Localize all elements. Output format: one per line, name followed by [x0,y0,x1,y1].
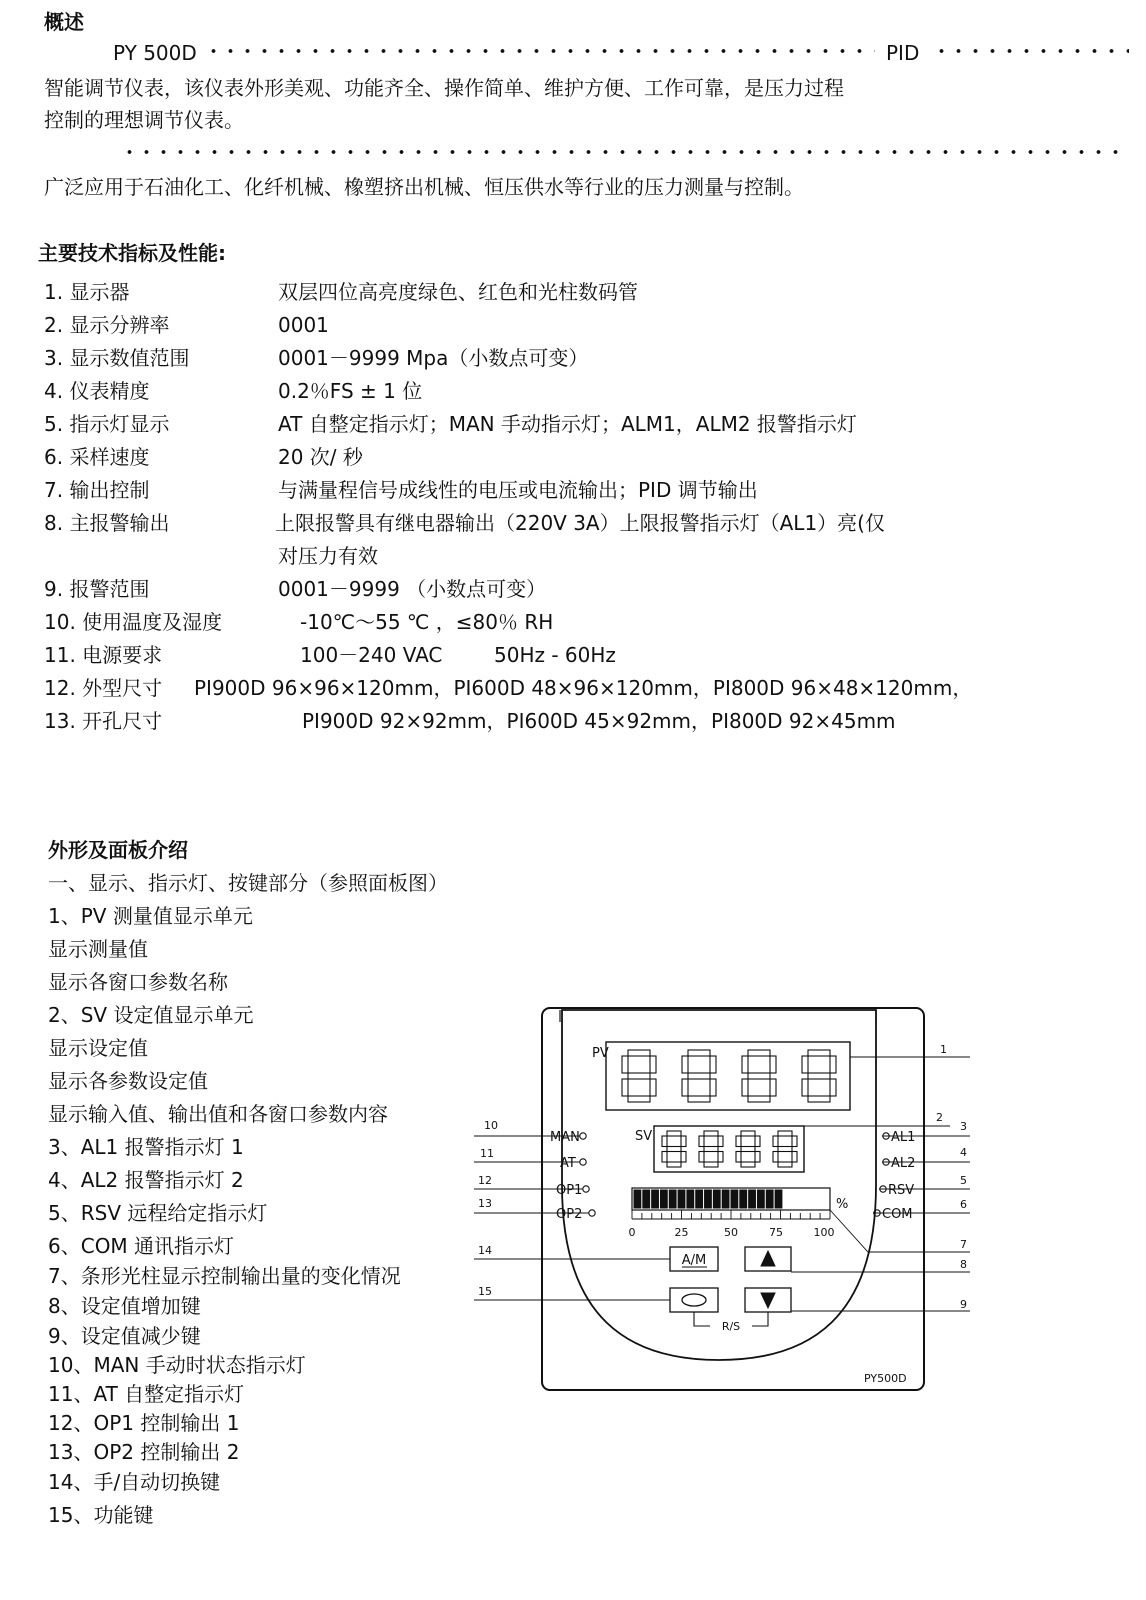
panel-intro-line: 显示输入值、输出值和各窗口参数内容 [48,1102,388,1126]
dotted-leader [121,150,1129,154]
panel-intro-line: 11、AT 自整定指示灯 [48,1382,245,1406]
indicator-led-man [580,1133,586,1139]
spec-value: 与满量程信号成线性的电压或电流输出；PID 调节输出 [278,478,758,502]
spec-label: 9. 报警范围 [44,577,150,601]
bar-tick-label: 25 [674,1226,689,1239]
indicator-led-op1 [583,1186,589,1192]
overview-line: 控制的理想调节仪表。 [44,108,244,132]
bar-segment [757,1190,764,1208]
spec-value: 双层四位高亮度绿色、红色和光柱数码管 [278,280,638,304]
digit-segment [741,1147,755,1152]
callout-number-13: 13 [478,1197,492,1210]
panel-intro-line: 3、AL1 报警指示灯 1 [48,1135,244,1159]
spec-value: PI900D 96×96×120mm，PI600D 48×96×120mm，PI800D 96×48×120mm， [194,676,973,700]
digit-segment [748,1096,770,1102]
panel-intro-line: 显示各窗口参数名称 [48,970,228,994]
indicator-label-rsv: RSV [888,1183,915,1198]
specs-heading: 主要技术指标及性能: [38,241,226,265]
indicator-label-al1: AL1 [891,1130,916,1145]
bar-segment [722,1190,729,1208]
indicator-label-com: COM [882,1207,913,1222]
spec-label: 10. 使用温度及湿度 [44,610,223,634]
digit-segment [682,1056,688,1073]
digit-segment [622,1056,628,1073]
pv-label: PV [592,1046,609,1061]
callout-number-3: 3 [960,1120,967,1133]
digit-segment [688,1096,710,1102]
overview-line: 广泛应用于石油化工、化纤机械、橡塑挤出机械、恒压供水等行业的压力测量与控制。 [44,175,804,199]
digit-segment [628,1050,650,1056]
sv-digits [662,1131,797,1167]
spec-value: 0001－9999 （小数点可变） [278,577,547,601]
digit-segment [792,1152,797,1163]
spec-label: 2. 显示分辨率 [44,313,170,337]
spec-value: 0001 [278,313,329,337]
callout-number-15: 15 [478,1285,492,1298]
digit-segment [808,1096,830,1102]
spec-label: 4. 仪表精度 [44,379,150,403]
digit-segment [748,1073,770,1079]
panel-intro-line: 显示设定值 [48,1036,148,1060]
bar-segment [731,1190,738,1208]
spec-label: 1. 显示器 [44,280,130,304]
spec-label: 6. 采样速度 [44,445,150,469]
digit-segment [704,1147,718,1152]
spec-value-continued: 对压力有效 [278,544,378,568]
panel-intro-line: 9、设定值减少键 [48,1324,201,1348]
digit-segment [662,1152,667,1163]
panel-intro-line: 14、手/自动切换键 [48,1470,221,1494]
digit-segment [699,1136,704,1147]
spec-value: 100－240 VAC [300,643,443,667]
bar-segment [652,1190,659,1208]
indicator-label-al2: AL2 [891,1156,916,1171]
digit-segment [742,1079,748,1096]
bar-segment [705,1190,712,1208]
bar-segment [775,1190,782,1208]
callout-number-6: 6 [960,1198,967,1211]
panel-intro-line: 6、COM 通讯指示灯 [48,1234,235,1258]
overview-line: 智能调节仪表，该仪表外形美观、功能齐全、操作简单、维护方便、工作可靠，是压力过程 [44,76,844,100]
panel-intro-heading: 外形及面板介绍 [48,838,188,862]
pv-digits [622,1050,836,1102]
digit-segment [718,1152,723,1163]
up-arrow-icon [761,1251,775,1266]
bar-segment [660,1190,667,1208]
digit-segment [704,1131,718,1136]
spec-value: 0001－9999 Mpa（小数点可变） [278,346,589,370]
cycle-icon [682,1294,706,1306]
bar-segment [696,1190,703,1208]
spec-value: AT 自整定指示灯；MAN 手动指示灯；ALM1，ALM2 报警指示灯 [278,412,857,436]
bar-segment [669,1190,676,1208]
digit-segment [755,1136,760,1147]
panel-intro-line: 7、条形光柱显示控制输出量的变化情况 [48,1264,401,1288]
digit-segment [681,1152,686,1163]
digit-segment [682,1079,688,1096]
digit-segment [688,1050,710,1056]
callout-number-7: 7 [960,1238,967,1251]
spec-value: 20 次/ 秒 [278,445,363,469]
panel-intro-line: 8、设定值增加键 [48,1294,201,1318]
bar-segment [766,1190,773,1208]
digit-segment [622,1079,628,1096]
digit-segment [736,1136,741,1147]
callout-number-10: 10 [484,1119,498,1132]
down-arrow-icon [761,1293,775,1308]
callout-number-12: 12 [478,1174,492,1187]
digit-segment [755,1152,760,1163]
rs-key-label: R/S [721,1320,741,1333]
digit-segment [699,1152,704,1163]
spec-label: 5. 指示灯显示 [44,412,170,436]
bar-segment [678,1190,685,1208]
bar-tick-label: 50 [724,1226,738,1239]
panel-intro-line: 显示测量值 [48,937,148,961]
digit-segment [808,1073,830,1079]
digit-segment [628,1073,650,1079]
sv-display [654,1126,804,1172]
digit-segment [830,1079,836,1096]
panel-intro-line: 5、RSV 远程给定指示灯 [48,1201,268,1225]
bar-segment [634,1190,641,1208]
callout-number-9: 9 [960,1298,967,1311]
overview-pid: PID [886,41,920,65]
callout-number-11: 11 [480,1147,494,1160]
digit-segment [770,1079,776,1096]
callout-number-8: 8 [960,1258,967,1271]
callout-number-1: 1 [940,1043,947,1056]
spec-label: 7. 输出控制 [44,478,150,502]
callout-number-2: 2 [936,1111,943,1124]
digit-segment [770,1056,776,1073]
callout-number-5: 5 [960,1174,967,1187]
digit-segment [718,1136,723,1147]
bar-unit: % [836,1197,849,1212]
indicator-label-op2: OP2 [556,1207,583,1222]
digit-segment [667,1147,681,1152]
digit-segment [741,1162,755,1167]
digit-segment [778,1162,792,1167]
panel-intro-line: 2、SV 设定值显示单元 [48,1003,254,1027]
panel-intro-line: 显示各参数设定值 [48,1069,208,1093]
bar-segment [643,1190,650,1208]
spec-value: -10℃～55 ℃ ，≤80％ RH [300,610,554,634]
panel-intro-line: 1、PV 测量值显示单元 [48,904,253,928]
spec-value-frequency: 50Hz - 60Hz [494,643,616,667]
digit-segment [688,1073,710,1079]
digit-segment [710,1056,716,1073]
digit-segment [704,1162,718,1167]
digit-segment [802,1056,808,1073]
panel-intro-line: 4、AL2 报警指示灯 2 [48,1168,244,1192]
function-key[interactable] [670,1288,718,1312]
bar-segment [740,1190,747,1208]
digit-segment [773,1152,778,1163]
overview-heading: 概述 [44,10,84,34]
spec-label: 8. 主报警输出 [44,511,170,535]
panel-diagram [470,1000,980,1395]
bar-segment [687,1190,694,1208]
digit-segment [802,1079,808,1096]
digit-segment [773,1136,778,1147]
digit-segment [662,1136,667,1147]
digit-segment [650,1079,656,1096]
digit-segment [681,1136,686,1147]
sv-label: SV [635,1129,653,1144]
panel-intro-line: 一、显示、指示灯、按键部分（参照面板图） [48,871,448,895]
indicator-led-op2 [589,1210,595,1216]
digit-segment [830,1056,836,1073]
panel-model-label: PY500D [864,1372,907,1385]
panel-intro-line: 12、OP1 控制输出 1 [48,1411,240,1435]
spec-value: 上限报警具有继电器输出（220V 3A）上限报警指示灯（AL1）亮(仅 [275,511,885,535]
panel-intro-line: 13、OP2 控制输出 2 [48,1440,240,1464]
callout-number-4: 4 [960,1146,967,1159]
spec-label: 13. 开孔尺寸 [44,709,163,733]
digit-segment [792,1136,797,1147]
bar-scale-ticks [632,1210,830,1219]
pv-display [606,1042,850,1110]
panel-intro-line: 10、MAN 手动时状态指示灯 [48,1353,306,1377]
spec-label: 12. 外型尺寸 [44,676,163,700]
digit-segment [710,1079,716,1096]
digit-segment [778,1147,792,1152]
digit-segment [667,1162,681,1167]
digit-segment [667,1131,681,1136]
spec-label: 11. 电源要求 [44,643,163,667]
bar-tick-label: 75 [769,1226,783,1239]
dotted-leader [205,49,875,53]
spec-value: PI900D 92×92mm，PI600D 45×92mm，PI800D 92×45mm [302,709,896,733]
digit-segment [628,1096,650,1102]
indicator-label-op1: OP1 [556,1183,583,1198]
digit-segment [736,1152,741,1163]
callout-number-14: 14 [478,1244,492,1257]
am-key-label: A/M [681,1253,707,1268]
bar-tick-label: 100 [813,1226,835,1239]
digit-segment [748,1050,770,1056]
indicator-label-at: AT [560,1156,576,1171]
spec-label: 3. 显示数值范围 [44,346,190,370]
digit-segment [742,1056,748,1073]
panel-face-oval [562,1010,876,1360]
bar-tick-label: 0 [628,1226,636,1239]
panel-intro-line: 15、功能键 [48,1503,154,1527]
digit-segment [650,1056,656,1073]
bar-segment [749,1190,756,1208]
digit-segment [741,1131,755,1136]
digit-segment [808,1050,830,1056]
digit-segment [778,1131,792,1136]
dotted-leader [933,49,1129,53]
bar-segments [634,1190,782,1208]
spec-value: 0.2％FS ± 1 位 [278,379,423,403]
bar-segment [713,1190,720,1208]
indicator-led-at [580,1159,586,1165]
overview-model: PY 500D [113,41,197,65]
indicator-label-man: MAN [550,1130,580,1145]
